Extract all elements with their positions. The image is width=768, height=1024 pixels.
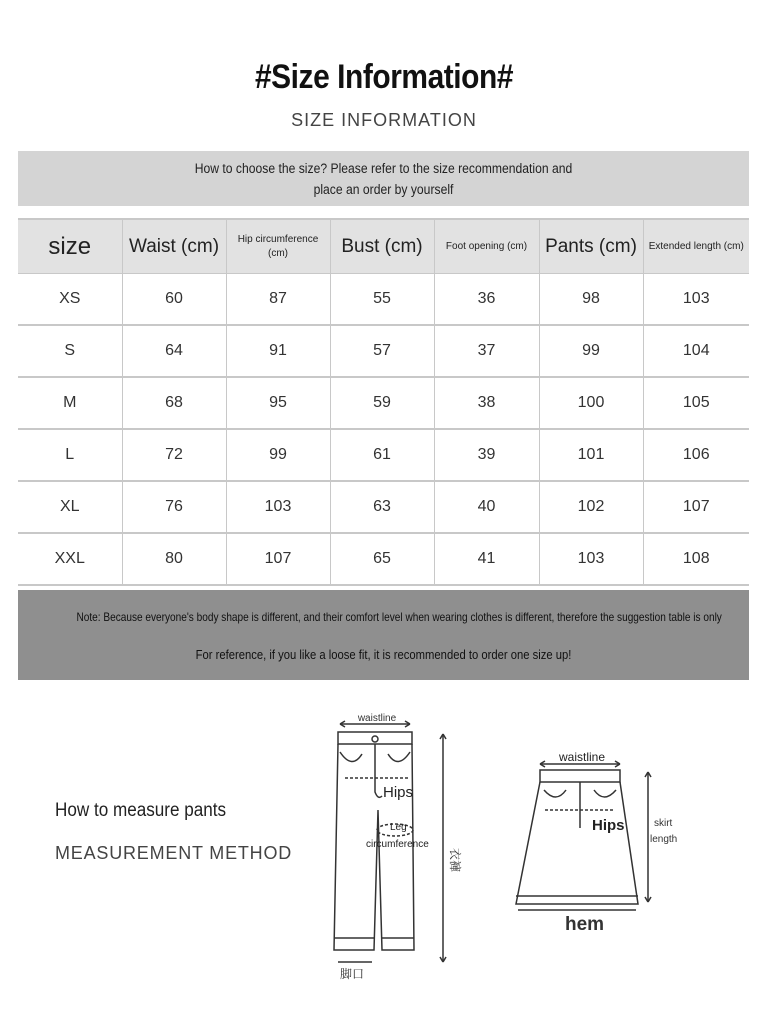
note-line-2: For reference, if you like a loose fit, it is recommended to order one size up! (195, 648, 572, 662)
intro-banner (18, 151, 749, 206)
cell-bust: 63 (330, 481, 434, 533)
cell-extended-length: 103 (643, 274, 749, 326)
header-waist: Waist (cm) (122, 219, 226, 274)
header-extended-length: Extended length (cm) (643, 219, 749, 274)
cell-extended-length: 106 (643, 429, 749, 481)
header-hip: Hip circumference (cm) (226, 219, 330, 274)
cell-size: XS (18, 274, 122, 326)
cell-bust: 57 (330, 325, 434, 377)
cell-foot-opening: 41 (434, 533, 539, 585)
cell-extended-length: 104 (643, 325, 749, 377)
skirt-length-label-2: length (650, 834, 678, 845)
cell-foot-opening: 36 (434, 274, 539, 326)
page-title: #Size Information# (254, 58, 514, 96)
pants-circumference-label: circumference (366, 839, 429, 850)
intro-line-1: How to choose the size? Please refer to the size recommendation and (194, 160, 573, 176)
cell-foot-opening: 38 (434, 377, 539, 429)
cell-bust: 55 (330, 274, 434, 326)
cell-waist: 80 (122, 533, 226, 585)
intro-line-2: place an order by yourself (313, 181, 454, 197)
size-table (18, 218, 749, 586)
note-line-1: Note: Because everyone's body shape is different, and their comfort level when wearing clothes is different, therefore the suggestion table is only (76, 610, 722, 624)
table-row (18, 274, 749, 326)
cell-hip: 107 (226, 533, 330, 585)
cell-pants: 100 (539, 377, 643, 429)
table-row (18, 429, 749, 481)
cell-pants: 99 (539, 325, 643, 377)
table-row (18, 325, 749, 377)
header-bust: Bust (cm) (330, 219, 434, 274)
header-pants: Pants (cm) (539, 219, 643, 274)
cell-bust: 59 (330, 377, 434, 429)
cell-pants: 98 (539, 274, 643, 326)
cell-size: XXL (18, 533, 122, 585)
cell-foot-opening: 37 (434, 325, 539, 377)
cell-waist: 68 (122, 377, 226, 429)
cell-foot-opening: 40 (434, 481, 539, 533)
cell-pants: 101 (539, 429, 643, 481)
cell-waist: 64 (122, 325, 226, 377)
cell-hip: 91 (226, 325, 330, 377)
page-subtitle: SIZE INFORMATION (291, 110, 477, 130)
table-row (18, 377, 749, 429)
note-banner (18, 590, 749, 680)
measurement-diagram (0, 700, 768, 1000)
cell-bust: 65 (330, 533, 434, 585)
table-row (18, 533, 749, 585)
cell-foot-opening: 39 (434, 429, 539, 481)
cell-extended-length: 105 (643, 377, 749, 429)
cell-hip: 95 (226, 377, 330, 429)
skirt-illustration (516, 761, 651, 910)
cell-size: XL (18, 481, 122, 533)
cell-extended-length: 108 (643, 533, 749, 585)
table-row (18, 481, 749, 533)
measure-subtitle: MEASUREMENT METHOD (55, 843, 293, 863)
cell-size: M (18, 377, 122, 429)
skirt-hips-label: Hips (592, 817, 625, 834)
cell-extended-length: 107 (643, 481, 749, 533)
pants-leg-label: Leg (390, 822, 407, 833)
cell-waist: 60 (122, 274, 226, 326)
cell-waist: 72 (122, 429, 226, 481)
table-header-row (18, 219, 749, 274)
measure-title: How to measure pants (55, 800, 227, 821)
cell-bust: 61 (330, 429, 434, 481)
header-foot-opening: Foot opening (cm) (434, 219, 539, 274)
header-size: size (18, 219, 122, 274)
cell-hip: 103 (226, 481, 330, 533)
pants-length-label: 衣褲 (448, 848, 462, 873)
cell-hip: 99 (226, 429, 330, 481)
cell-hip: 87 (226, 274, 330, 326)
pants-waistline-label: waistline (357, 713, 397, 724)
pants-foot-label: 脚口 (340, 967, 365, 981)
skirt-length-label-1: skirt (654, 818, 673, 829)
pants-hips-label: Hips (383, 784, 414, 801)
cell-waist: 76 (122, 481, 226, 533)
cell-size: S (18, 325, 122, 377)
cell-size: L (18, 429, 122, 481)
cell-pants: 102 (539, 481, 643, 533)
skirt-hem-label: hem (565, 914, 605, 935)
cell-pants: 103 (539, 533, 643, 585)
skirt-waistline-label: waistline (558, 750, 606, 764)
